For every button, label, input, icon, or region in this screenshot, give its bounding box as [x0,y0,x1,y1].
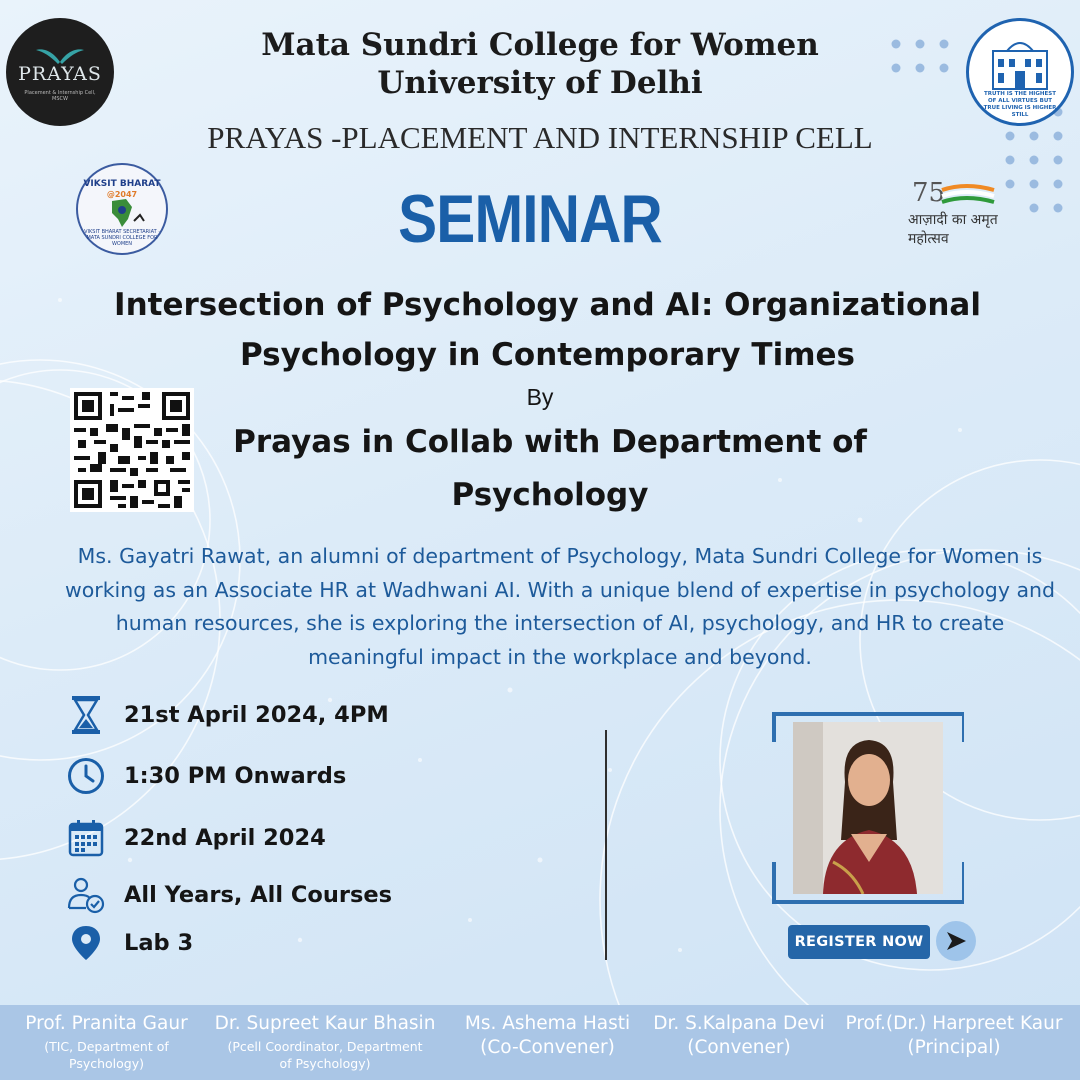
detail-row-time [66,756,346,796]
viksit-ring-text: VIKSIT BHARAT SECRETARIAT · MATA SUNDRI COLLEGE FOR WOMEN [84,229,160,247]
hourglass-icon [66,695,106,735]
footer-person [646,1013,832,1058]
speaker-photo [793,722,943,894]
detail-row-date [66,818,326,858]
prayas-logo-text: PRAYAS [18,63,102,85]
person-role: (Principal) [907,1037,1001,1058]
person-name: Prof. Pranita Gaur [25,1013,188,1034]
person-role: (Convener) [687,1037,791,1058]
viksit-year: @2047 [106,190,138,199]
cell-name: PRAYAS -PLACEMENT AND INTERNSHIP CELL [207,120,873,155]
clock-icon [66,756,106,796]
person-name: Dr. Supreet Kaur Bhasin [214,1013,436,1034]
footer-person [14,1013,199,1072]
person-role: (Co-Convener) [480,1037,615,1058]
detail-row-eligibility [66,875,392,915]
azadi-text: आज़ादी का अमृत महोत्सव [908,212,998,247]
prayas-logo-subtext: Placement & Internship Cell, MSCW [24,90,96,102]
person-name: Prof.(Dr.) Harpreet Kaur [845,1013,1063,1034]
footer-person [208,1013,442,1072]
person-name: Dr. S.Kalpana Devi [653,1013,825,1034]
detail-label: 22nd April 2024 [124,825,326,851]
registration-qr-code[interactable] [70,388,194,512]
detail-row-venue [66,923,193,963]
register-arrow-button[interactable] [936,921,976,961]
user-check-icon [66,875,106,915]
person-role: (TIC, Department of Psychology) [44,1039,169,1071]
footer-person [455,1013,640,1058]
college-name [0,26,1080,102]
calendar-icon [66,818,106,858]
detail-row-date-time [66,695,389,735]
detail-label: Lab 3 [124,930,194,956]
by-label: By [526,384,554,410]
detail-label: 1:30 PM Onwards [124,763,347,789]
speaker-description: Ms. Gayatri Rawat, an alumni of department of Psychology, Mata Sundri College for Women is working as an Associate HR at Wadhwani AI. With a unique blend of expertise in psychology and human resources, she is exploring the intersection of AI, psychology, and HR to create meaningful impact in the workplace and beyond. [64,544,1056,669]
location-pin-icon [66,923,106,963]
azadi-number: 75 [912,178,946,208]
footer-credits [0,1005,1080,1080]
organizer-text: Prayas in Collab with Department of Psychology [233,424,867,513]
person-role: (Pcell Coordinator, Department of Psychology) [227,1039,423,1071]
arrow-right-icon [944,929,968,953]
event-type-title: SEMINAR [398,181,662,257]
person-name: Ms. Ashema Hasti [464,1013,631,1034]
college-motto: TRUTH IS THE HIGHEST OF ALL VIRTUES BUT TRUE LIVING IS HIGHER STILL [983,91,1057,118]
register-now-button[interactable]: REGISTER NOW [788,925,930,959]
footer-person [838,1013,1070,1058]
college-name-line2: University of Delhi [377,65,703,101]
detail-label: All Years, All Courses [124,882,393,908]
divider [605,730,607,960]
detail-label: 21st April 2024, 4PM [124,702,389,728]
seminar-topic: Intersection of Psychology and AI: Organizational Psychology in Contemporary Times [114,287,981,373]
college-name-line1: Mata Sundri College for Women [261,27,819,63]
viksit-title: VIKSIT BHARAT [83,179,161,189]
